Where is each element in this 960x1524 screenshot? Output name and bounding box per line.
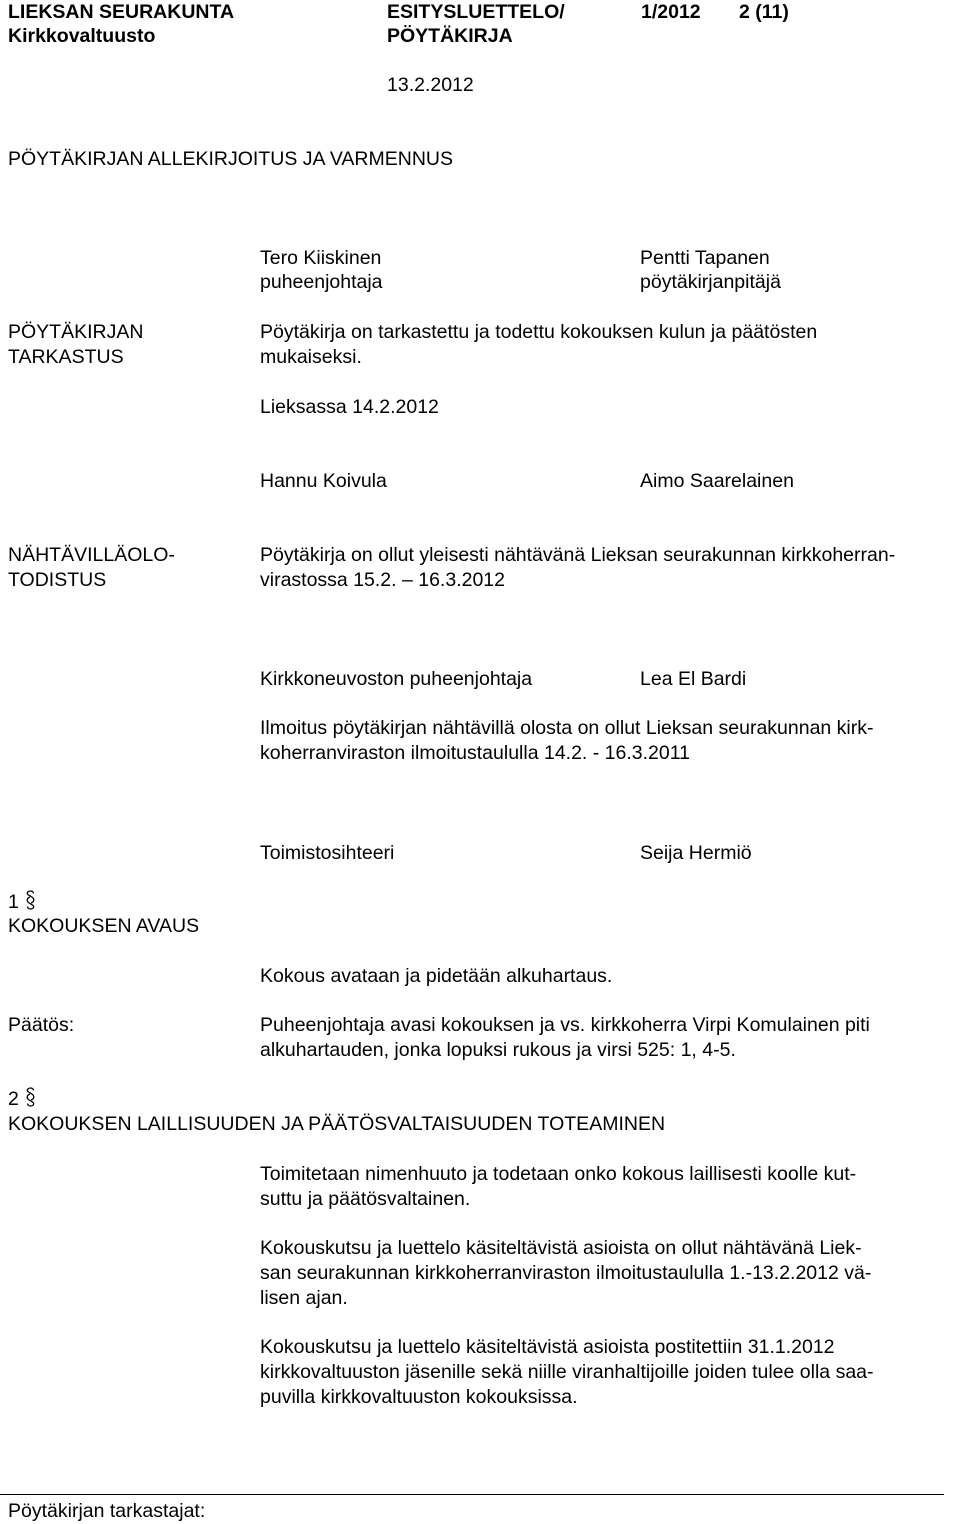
decision-text-2: alkuhartauden, jonka lopuksi rukous ja virsi 525: 1, 4-5. xyxy=(260,1039,736,1061)
section2-para3-line2: kirkkovaltuuston jäsenille sekä niille viranhaltijoille joiden tulee olla saa- xyxy=(260,1361,874,1383)
org-name: LIEKSAN SEURAKUNTA xyxy=(8,1,235,23)
display-text-1: Pöytäkirja on ollut yleisesti nähtävänä Lieksan seurakunnan kirkkoherran- xyxy=(260,544,896,566)
page-number: 2 (11) xyxy=(739,1,789,23)
section2-para1-line1: Toimitetaan nimenhuuto ja todetaan onko kokous laillisesti koolle kut- xyxy=(260,1163,857,1185)
inspector-1: Hannu Koivula xyxy=(260,470,387,492)
inspection-place-date: Lieksassa 14.2.2012 xyxy=(260,396,439,418)
display-text-2: virastossa 15.2. – 16.3.2012 xyxy=(260,569,505,591)
section2-para2-line2: san seurakunnan kirkkoherranviraston ilmoitustaululla 1.-13.2.2012 vä- xyxy=(260,1262,872,1284)
section-sign-icon xyxy=(25,890,36,916)
chair-role: puheenjohtaja xyxy=(260,271,383,293)
section2-title: KOKOUKSEN LAILLISUUDEN JA PÄÄTÖSVALTAISUUDEN TOTEAMINEN xyxy=(8,1113,666,1135)
secretary-name: Pentti Tapanen xyxy=(640,247,770,269)
section1-heading xyxy=(8,890,36,916)
clerk-role: Toimistosihteeri xyxy=(260,842,395,864)
section2-number: 2 xyxy=(8,1088,19,1111)
section2-para2-line3: lisen ajan. xyxy=(260,1287,348,1309)
inspection-text-2: mukaiseksi. xyxy=(260,346,362,368)
footer-divider xyxy=(0,1494,944,1495)
secretary-role: pöytäkirjanpitäjä xyxy=(640,271,781,293)
clerk-name: Seija Hermiö xyxy=(640,842,752,864)
meeting-date: 13.2.2012 xyxy=(387,74,474,96)
doc-type-line1: ESITYSLUETTELO/ xyxy=(387,1,565,23)
chair-name: Tero Kiiskinen xyxy=(260,247,382,269)
inspection-label-2: TARKASTUS xyxy=(8,346,124,368)
inspection-label-1: PÖYTÄKIRJAN xyxy=(8,321,144,343)
section2-para3-line3: puvilla kirkkovaltuuston kokouksissa. xyxy=(260,1386,578,1408)
section1-text: Kokous avataan ja pidetään alkuhartaus. xyxy=(260,965,613,987)
signer-name: Lea El Bardi xyxy=(640,668,747,690)
section1-number: 1 xyxy=(8,891,19,914)
section2-para1-line2: suttu ja päätösvaltainen. xyxy=(260,1188,471,1210)
inspector-2: Aimo Saarelainen xyxy=(640,470,794,492)
doc-number: 1/2012 xyxy=(641,1,701,23)
notice-text-2: koherranviraston ilmoitustaululla 14.2. - 16.3.2011 xyxy=(260,742,690,764)
section2-heading xyxy=(8,1087,36,1113)
section1-title: KOKOUKSEN AVAUS xyxy=(8,915,200,937)
section2-para2-line1: Kokouskutsu ja luettelo käsiteltävistä asioista on ollut nähtävänä Liek- xyxy=(260,1237,862,1259)
footer-inspectors-label: Pöytäkirjan tarkastajat: xyxy=(8,1500,206,1522)
inspection-text-1: Pöytäkirja on tarkastettu ja todettu kokouksen kulun ja päätösten xyxy=(260,321,818,343)
doc-type-line2: PÖYTÄKIRJA xyxy=(387,25,513,47)
decision-label: Päätös: xyxy=(8,1014,75,1036)
decision-text-1: Puheenjohtaja avasi kokouksen ja vs. kirkkoherra Virpi Komulainen piti xyxy=(260,1014,870,1036)
notice-text-1: Ilmoitus pöytäkirjan nähtävillä olosta on ollut Lieksan seurakunnan kirk- xyxy=(260,717,874,739)
display-label-2: TODISTUS xyxy=(8,569,107,591)
body-name: Kirkkovaltuusto xyxy=(8,25,156,47)
signatures-title: PÖYTÄKIRJAN ALLEKIRJOITUS JA VARMENNUS xyxy=(8,148,453,170)
section-sign-icon xyxy=(25,1087,36,1113)
signer-role: Kirkkoneuvoston puheenjohtaja xyxy=(260,668,533,690)
display-label-1: NÄHTÄVILLÄOLO- xyxy=(8,544,175,566)
section2-para3-line1: Kokouskutsu ja luettelo käsiteltävistä asioista postitettiin 31.1.2012 xyxy=(260,1336,835,1358)
